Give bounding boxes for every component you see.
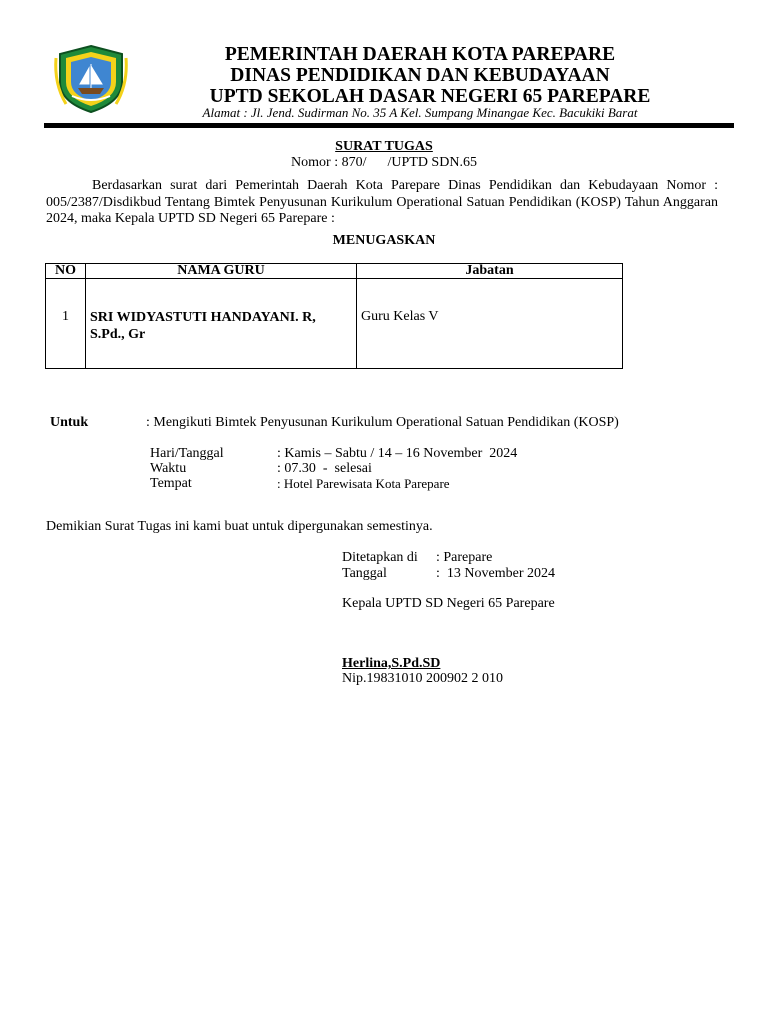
detail-time-label: Waktu	[150, 461, 187, 476]
signature-place-label: Ditetapkan di	[342, 550, 418, 565]
detail-time-value: : 07.30 - selesai	[277, 461, 372, 476]
city-emblem-logo	[52, 44, 130, 114]
col-header-no: NO	[46, 264, 86, 279]
detail-place-label: Tempat	[150, 476, 192, 491]
intro-paragraph: Berdasarkan surat dari Pemerintah Daerah Kota Parepare Dinas Pendidikan dan Kebudayaan Nomor : 005/2387/Disdikbud Tentang Bimtek Penyusunan Kurikulum Operational Satuan Pendidikan (KOSP) Tahun Anggaran 2024, maka Kepala UPTD SD Negeri 65 Parepare :	[46, 178, 718, 226]
assignment-heading: MENUGASKAN	[332, 233, 436, 248]
header-department: DINAS PENDIDIKAN DAN KEBUDAYAAN	[230, 65, 610, 86]
table-row	[46, 279, 623, 369]
signature-place-value: : Parepare	[436, 550, 493, 565]
col-header-position: Jabatan	[357, 264, 623, 279]
letter-number: Nomor : 870/ /UPTD SDN.65	[291, 155, 477, 170]
letter-title: SURAT TUGAS	[335, 139, 433, 154]
task-purpose: : Mengikuti Bimtek Penyusunan Kurikulum Operational Satuan Pendidikan (KOSP)	[146, 415, 619, 430]
table-header-row	[46, 264, 623, 279]
closing-statement: Demikian Surat Tugas ini kami buat untuk dipergunakan semestinya.	[46, 519, 433, 534]
teacher-table	[45, 263, 623, 369]
signature-role: Kepala UPTD SD Negeri 65 Parepare	[342, 596, 555, 611]
detail-place-value: : Hotel Parewisata Kota Parepare	[277, 476, 450, 491]
teacher-name: SRI WIDYASTUTI HANDAYANI. R, S.Pd., Gr	[86, 279, 357, 369]
signature-date-value: : 13 November 2024	[436, 566, 555, 581]
header-school: UPTD SEKOLAH DASAR NEGERI 65 PAREPARE	[209, 86, 651, 107]
teacher-position: Guru Kelas V	[357, 279, 623, 369]
col-header-name: NAMA GURU	[86, 264, 357, 279]
header-divider	[44, 123, 734, 128]
signature-date-label: Tanggal	[342, 566, 387, 581]
header-government: PEMERINTAH DAERAH KOTA PAREPARE	[224, 44, 616, 65]
header-address: Alamat : Jl. Jend. Sudirman No. 35 A Kel. Sumpang Minangae Kec. Bacukiki Barat	[202, 105, 638, 120]
task-label: Untuk	[50, 415, 89, 430]
signatory-nip: Nip.19831010 200902 2 010	[342, 671, 503, 686]
detail-day-label: Hari/Tanggal	[150, 446, 224, 461]
row-number: 1	[46, 279, 86, 369]
detail-day-value: : Kamis – Sabtu / 14 – 16 November 2024	[277, 446, 518, 461]
signatory-name: Herlina,S.Pd.SD	[342, 656, 441, 671]
